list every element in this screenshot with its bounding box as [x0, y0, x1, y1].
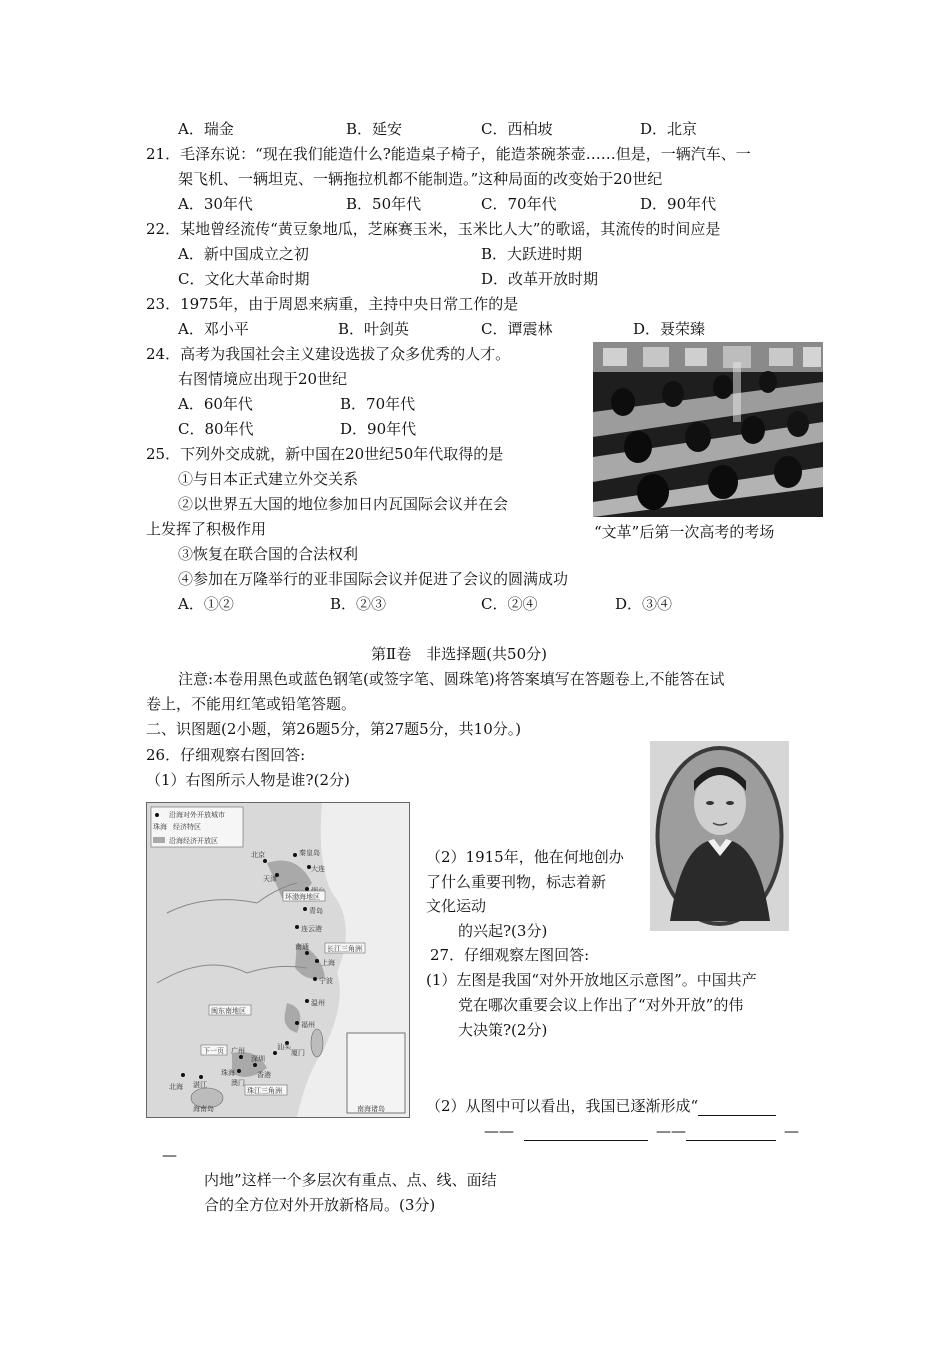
map-legend-open-city: 沿海对外开放城市	[169, 811, 225, 819]
q20-option-a: A．瑞金	[178, 120, 234, 138]
q27-dash-1: ——	[484, 1122, 514, 1140]
q21-option-a: A．30年代	[178, 195, 253, 213]
map-legend-sez: 经济特区	[173, 823, 201, 831]
part2-note-line2: 卷上，不能用红笔或铅笔答题。	[146, 695, 357, 713]
q25-item-4: ④参加在万隆举行的亚非国际会议并促进了会议的圆满成功	[178, 570, 569, 588]
map-label-shanghai: 上海	[321, 959, 335, 967]
section-heading: 二、识图题(2小题，第26题5分，第27题5分，共10分。)	[146, 720, 522, 738]
map-label-xiamen: 厦门	[291, 1049, 305, 1057]
open-regions-map	[146, 802, 410, 1118]
exam-room-photo	[593, 342, 823, 517]
q24-stem-line2: 右图情境应出现于20世纪	[178, 370, 348, 388]
map-tag-minnan: 闽东南地区	[211, 1007, 246, 1015]
q20-option-d: D．北京	[640, 120, 698, 138]
q26-sub2-line1: （2）1915年，他在何地创办	[426, 848, 624, 866]
map-label-hongkong: 香港	[257, 1071, 271, 1079]
map-legend-prefix: 珠海	[153, 823, 167, 831]
q23-option-d: D．聂荣臻	[633, 320, 706, 338]
q27-sub1-line1: (1）左图是我国“对外开放地区示意图”。中国共产	[426, 971, 757, 989]
q23-stem: 23．1975年，由于周恩来病重，主持中央日常工作的是	[146, 295, 519, 313]
map-label-south-sea-islands: 南海诸岛	[357, 1105, 385, 1113]
q27-sub2-line4: 内地”这样一个多层次有重点、点、线、面结	[204, 1171, 497, 1189]
q27-dash-2: ——	[656, 1122, 686, 1140]
map-label-wenzhou: 温州	[311, 999, 325, 1007]
map-label-nantong: 南通	[295, 943, 309, 951]
q21-option-d: D．90年代	[640, 195, 717, 213]
q25-stem: 25．下列外交成就，新中国在20世纪50年代取得的是	[146, 445, 504, 463]
q25-item-3: ③恢复在联合国的合法权利	[178, 545, 359, 563]
q27-sub2-line2	[484, 1121, 799, 1141]
q25-item-1: ①与日本正式建立外交关系	[178, 470, 359, 488]
open-regions-map-image	[147, 803, 409, 1117]
q24-option-b: B．70年代	[340, 395, 416, 413]
map-tag-next: 下一页	[203, 1047, 224, 1055]
map-tag-yangtze-delta: 长江三角洲	[327, 945, 362, 953]
map-label-shenzhen: 深圳	[251, 1055, 265, 1063]
portrait-image	[650, 741, 789, 931]
q25-option-d: D．③④	[615, 595, 673, 613]
q22-option-d: D．改革开放时期	[481, 270, 599, 288]
map-label-qingdao: 青岛	[309, 907, 323, 915]
q26-sub2-line2: 了什么重要刊物，标志着新	[426, 873, 607, 891]
q27-sub1-line2: 党在哪次重要会议上作出了“对外开放”的伟	[458, 996, 744, 1014]
q26-stem: 26．仔细观察右图回答:	[146, 746, 306, 764]
q25-option-c: C．②④	[481, 595, 538, 613]
q22-option-b: B．大跃进时期	[481, 245, 583, 263]
map-label-zhuhai: 珠海	[221, 1069, 235, 1077]
q26-sub1: （1）右图所示人物是谁?(2分)	[146, 771, 350, 789]
q24-option-a: A．60年代	[178, 395, 253, 413]
q21-option-b: B．50年代	[346, 195, 422, 213]
map-label-lianyungang: 连云港	[301, 925, 322, 933]
exam-room-caption: “文革”后第一次高考的考场	[594, 523, 775, 541]
q21-stem-line2: 架飞机、一辆坦克、一辆拖拉机都不能制造。”这种局面的改变始于20世纪	[178, 170, 663, 188]
q24-option-d: D．90年代	[340, 420, 417, 438]
q26-sub2-line4: 的兴起?(3分)	[458, 922, 548, 940]
map-label-qinhuangdao: 秦皇岛	[299, 849, 320, 857]
q27-dash-3: —	[784, 1122, 799, 1140]
map-label-beihai: 北海	[169, 1083, 183, 1091]
map-label-shantou: 汕头	[277, 1043, 291, 1051]
answer-blank-1[interactable]	[698, 1099, 776, 1116]
q24-stem-line1: 24．高考为我国社会主义建设选拔了众多优秀的人才。	[146, 345, 511, 363]
q25-option-b: B．②③	[330, 595, 387, 613]
q25-item-2-cont: 上发挥了积极作用	[146, 520, 267, 538]
q27-sub2-line5: 合的全方位对外开放新格局。(3分)	[204, 1196, 436, 1214]
q22-option-a: A．新中国成立之初	[178, 245, 309, 263]
q22-option-c: C．文化大革命时期	[178, 270, 310, 288]
q27-sub2-line1	[426, 1096, 776, 1116]
map-tag-bohai: 环渤海地区	[285, 893, 320, 901]
map-label-ningbo: 宁波	[319, 977, 333, 985]
q24-option-c: C．80年代	[178, 420, 254, 438]
q27-stem: 27．仔细观察左图回答:	[430, 946, 590, 964]
answer-blank-3[interactable]	[686, 1124, 776, 1141]
exam-room-photo-image	[593, 342, 823, 517]
q25-item-2: ②以世界五大国的地位参加日内瓦国际会议并在会	[178, 495, 509, 513]
q20-option-b: B．延安	[346, 120, 403, 138]
q26-sub2-line3: 文化运动	[426, 897, 487, 915]
q22-stem: 22．某地曾经流传“黄豆象地瓜，芝麻赛玉米，玉米比人大”的歌谣，其流传的时间应是	[146, 220, 721, 238]
q21-stem-line1: 21．毛泽东说：“现在我们能造什么?能造桌子椅子，能造茶碗茶壶……但是，一辆汽车、一	[146, 145, 751, 163]
map-label-tianjin: 天津	[263, 875, 277, 883]
map-label-fuzhou: 福州	[301, 1021, 315, 1029]
map-label-hainan: 海南岛	[193, 1105, 214, 1113]
q23-option-a: A．邓小平	[178, 320, 249, 338]
q27-sub2-line3: —	[162, 1146, 177, 1164]
portrait-photo	[650, 741, 789, 931]
answer-blank-2[interactable]	[524, 1124, 648, 1141]
map-label-macau: 澳门	[231, 1079, 245, 1087]
q20-option-c: C．西柏坡	[481, 120, 553, 138]
q27-sub2-text: （2）从图中可以看出，我国已逐渐形成“	[426, 1097, 699, 1115]
part2-note-line1: 注意:本卷用黑色或蓝色钢笔(或签字笔、圆珠笔)将答案填写在答题卷上,不能答在试	[178, 670, 725, 688]
map-tag-pearl-delta: 珠江三角洲	[247, 1087, 282, 1095]
map-label-guangzhou: 广州	[231, 1047, 245, 1055]
map-label-zhanjiang: 湛江	[193, 1081, 207, 1089]
map-label-beijing: 北京	[251, 851, 265, 859]
part2-title: 第Ⅱ卷 非选择题(共50分)	[371, 645, 547, 663]
q21-option-c: C．70年代	[481, 195, 557, 213]
q23-option-c: C．谭震林	[481, 320, 553, 338]
q27-sub1-line3: 大决策?(2分)	[458, 1021, 548, 1039]
map-label-dalian: 大连	[311, 865, 325, 873]
q23-option-b: B．叶剑英	[338, 320, 410, 338]
q25-option-a: A．①②	[178, 595, 234, 613]
map-legend-open-zone: 沿海经济开放区	[169, 837, 218, 845]
